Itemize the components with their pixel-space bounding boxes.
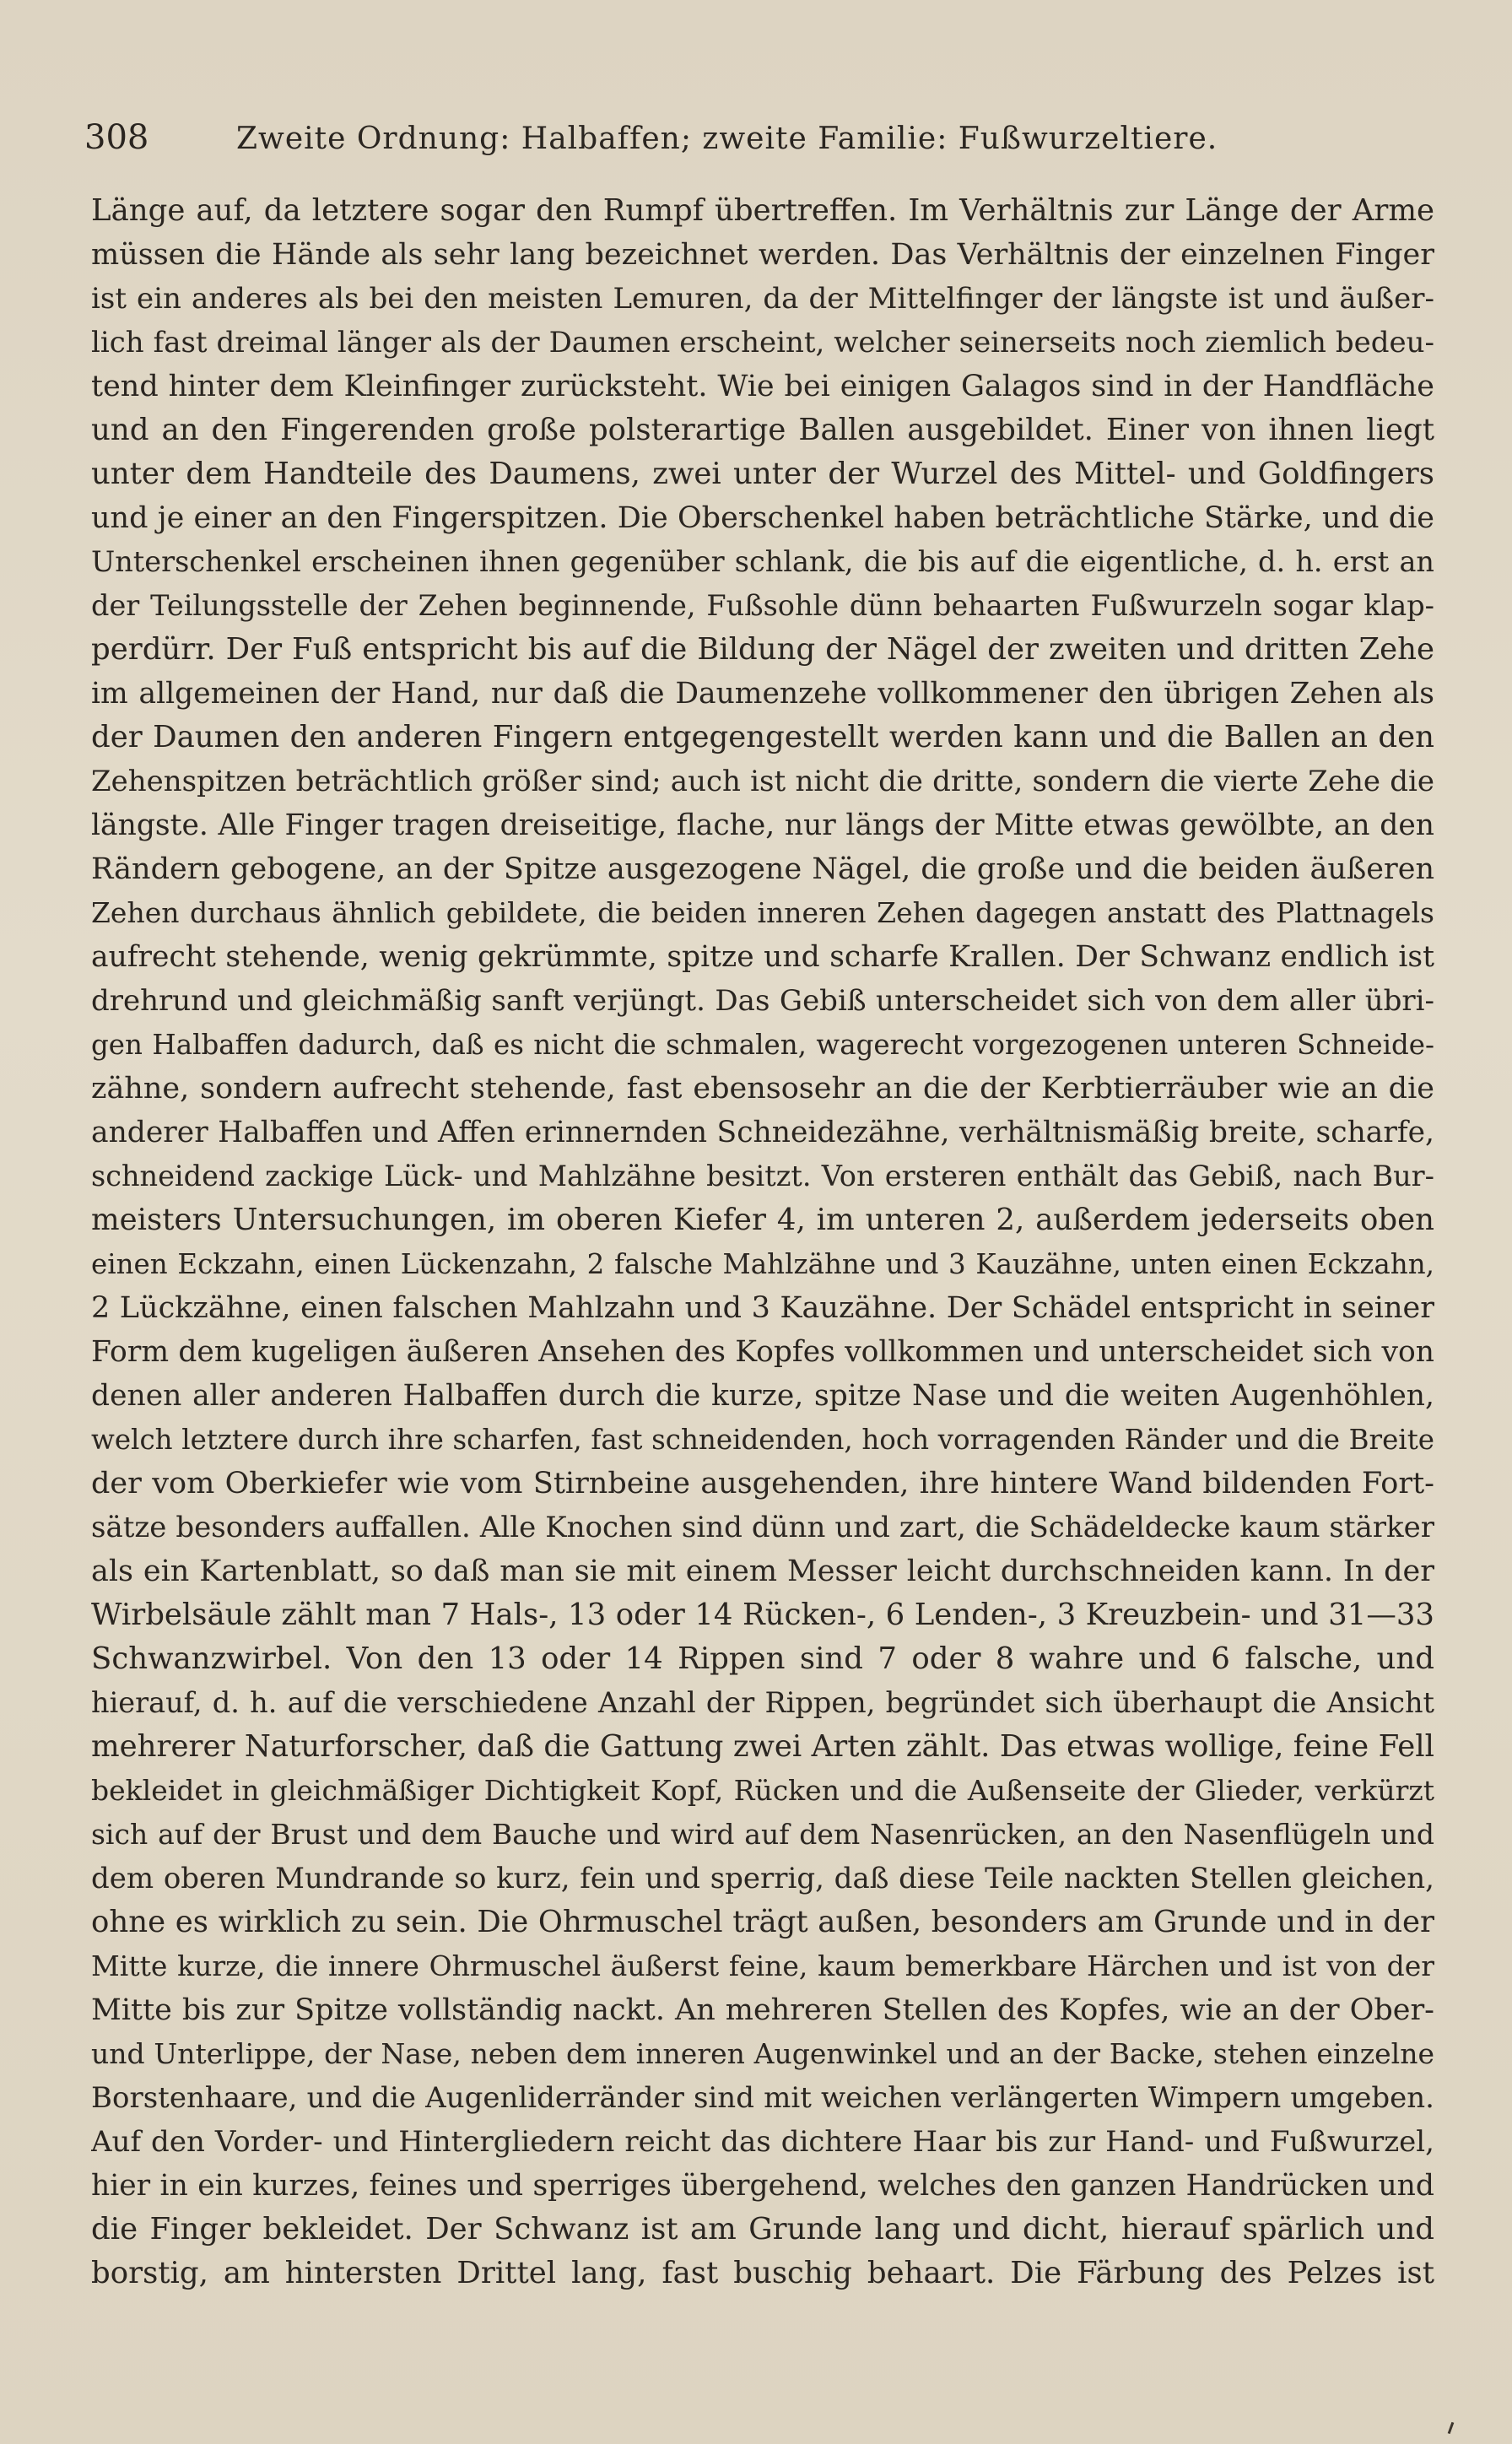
text-line: Wirbelsäule zählt man 7 Hals-, 13 oder 14 Rücken-, 6 Lenden-, 3 Kreuzbein- und 31—33 <box>91 1598 1434 1632</box>
text-line: als ein Kartenblatt, so daß man sie mit einem Messer leicht durchschneiden kann. In der <box>91 1555 1434 1588</box>
text-line: unter dem Handteile des Daumens, zwei unter der Wurzel des Mittel- und Goldfingers <box>91 457 1434 491</box>
text-line: dem oberen Mundrande so kurz, fein und sperrig, daß diese Teile nackten Stellen gleichen, <box>91 1862 1434 1895</box>
text-line: Zehen durchaus ähnlich gebildete, die beiden inneren Zehen dagegen anstatt des Plattnagels <box>91 896 1434 929</box>
text-line: der vom Oberkiefer wie vom Stirnbeine ausgehenden, ihre hintere Wand bildenden Fort- <box>91 1467 1434 1500</box>
text-line: sätze besonders auffallen. Alle Knochen sind dünn und zart, die Schädeldecke kaum stärker <box>91 1511 1434 1544</box>
text-line: Auf den Vorder- und Hintergliedern reicht das dichtere Haar bis zur Hand- und Fußwurzel, <box>91 2125 1434 2159</box>
text-line: Mitte kurze, die innere Ohrmuschel äußerst feine, kaum bemerkbare Härchen und ist von der <box>91 1949 1434 1982</box>
text-line: mehrerer Naturforscher, daß die Gattung zwei Arten zählt. Das etwas wollige, feine Fell <box>91 1729 1434 1764</box>
page-header <box>84 118 1434 169</box>
text-line: aufrecht stehende, wenig gekrümmte, spitze und scharfe Krallen. Der Schwanz endlich ist <box>91 940 1434 974</box>
page-number: 308 <box>84 118 149 157</box>
text-line: sich auf der Brust und dem Bauche und wird auf dem Nasenrücken, an den Nasenflügeln und <box>91 1818 1434 1851</box>
text-line: borstig, am hintersten Drittel lang, fast buschig behaart. Die Färbung des Pelzes ist <box>91 2256 1434 2290</box>
text-line: im allgemeinen der Hand, nur daß die Daumenzehe vollkommener den übrigen Zehen als <box>91 677 1434 711</box>
text-line: ohne es wirklich zu sein. Die Ohrmuschel trägt außen, besonders am Grunde und in der <box>91 1905 1434 1939</box>
text-line: denen aller anderen Halbaffen durch die kurze, spitze Nase und die weiten Augenhöhlen, <box>91 1379 1434 1413</box>
text-line: 2 Lückzähne, einen falschen Mahlzahn und 3 Kauzähne. Der Schädel entspricht in seiner <box>91 1291 1434 1325</box>
text-line: und je einer an den Fingerspitzen. Die Oberschenkel haben beträchtliche Stärke, und die <box>91 501 1434 535</box>
text-line: zähne, sondern aufrecht stehende, fast ebensosehr an die der Kerbtierräuber wie an die <box>91 1072 1434 1106</box>
text-line: meisters Untersuchungen, im oberen Kiefer 4, im unteren 2, außerdem jederseits oben <box>91 1203 1434 1237</box>
text-line: Schwanzwirbel. Von den 13 oder 14 Rippen sind 7 oder 8 wahre und 6 falsche, und <box>91 1641 1434 1676</box>
text-line: drehrund und gleichmäßig sanft verjüngt. Das Gebiß unterscheidet sich von dem aller übri- <box>91 984 1434 1018</box>
text-line: und an den Fingerenden große polsterartige Ballen ausgebildet. Einer von ihnen liegt <box>91 413 1434 447</box>
text-line: hierauf, d. h. auf die verschiedene Anzahl der Rippen, begründet sich überhaupt die Ansicht <box>91 1686 1434 1719</box>
text-line: der Teilungsstelle der Zehen beginnende, Fußsohle dünn behaarten Fußwurzeln sogar klap- <box>91 589 1434 622</box>
text-line: Form dem kugeligen äußeren Ansehen des Kopfes vollkommen und unterscheidet sich von <box>91 1335 1434 1369</box>
running-head: Zweite Ordnung: Halbaffen; zweite Familie: Fußwurzeltiere. <box>236 122 1218 156</box>
text-line: Unterschenkel erscheinen ihnen gegenüber schlank, die bis auf die eigentliche, d. h. erst an <box>91 545 1434 578</box>
text-line: ist ein anderes als bei den meisten Lemuren, da der Mittelfinger der längste ist und äußer- <box>91 282 1434 316</box>
text-line: lich fast dreimal länger als der Daumen erscheint, welcher seinerseits noch ziemlich bedeu- <box>91 326 1434 360</box>
text-line: die Finger bekleidet. Der Schwanz ist am Grunde lang und dicht, hierauf spärlich und <box>91 2212 1434 2247</box>
text-line: gen Halbaffen dadurch, daß es nicht die schmalen, wagerecht vorgezogenen unteren Schneide- <box>91 1029 1434 1061</box>
text-line: schneidend zackige Lück- und Mahlzähne besitzt. Von ersteren enthält das Gebiß, nach Bur- <box>91 1160 1434 1192</box>
text-line: Mitte bis zur Spitze vollständig nackt. An mehreren Stellen des Kopfes, wie an der Ober- <box>91 1993 1434 2027</box>
text-line: bekleidet in gleichmäßiger Dichtigkeit Kopf, Rücken und die Außenseite der Glieder, verkürzt <box>91 1774 1434 1807</box>
text-line: einen Eckzahn, einen Lückenzahn, 2 falsche Mahlzähne und 3 Kauzähne, unten einen Eckzahn, <box>91 1248 1434 1280</box>
body-text <box>91 189 1434 2295</box>
text-line: Borstenhaare, und die Augenliderränder sind mit weichen verlängerten Wimpern umgeben. <box>91 2081 1434 2115</box>
text-line: müssen die Hände als sehr lang bezeichnet werden. Das Verhältnis der einzelnen Finger <box>91 238 1434 272</box>
text-line: Rändern gebogene, an der Spitze ausgezogene Nägel, die große und die beiden äußeren <box>91 852 1434 886</box>
text-line: anderer Halbaffen und Affen erinnernden Schneidezähne, verhältnismäßig breite, scharfe, <box>91 1116 1434 1149</box>
text-line: welch letztere durch ihre scharfen, fast schneidenden, hoch vorragenden Ränder und die Breite <box>91 1424 1434 1456</box>
text-line: und Unterlippe, der Nase, neben dem inneren Augenwinkel und an der Backe, stehen einzelne <box>91 2037 1434 2070</box>
text-line: hier in ein kurzes, feines und sperriges übergehend, welches den ganzen Handrücken und <box>91 2169 1434 2203</box>
text-line: Zehenspitzen beträchtlich größer sind; auch ist nicht die dritte, sondern die vierte Zehe die <box>91 765 1434 798</box>
text-line: der Daumen den anderen Fingern entgegengestellt werden kann und die Ballen an den <box>91 720 1434 754</box>
ink-mark <box>1448 2422 1455 2434</box>
text-line: tend hinter dem Kleinfinger zurücksteht. Wie bei einigen Galagos sind in der Handfläche <box>91 370 1434 403</box>
text-line: Länge auf, da letztere sogar den Rumpf übertreffen. Im Verhältnis zur Länge der Arme <box>91 193 1434 228</box>
text-line: perdürr. Der Fuß entspricht bis auf die Bildung der Nägel der zweiten und dritten Zehe <box>91 632 1434 667</box>
text-line: längste. Alle Finger tragen dreiseitige, flache, nur längs der Mitte etwas gewölbte, an den <box>91 808 1434 842</box>
